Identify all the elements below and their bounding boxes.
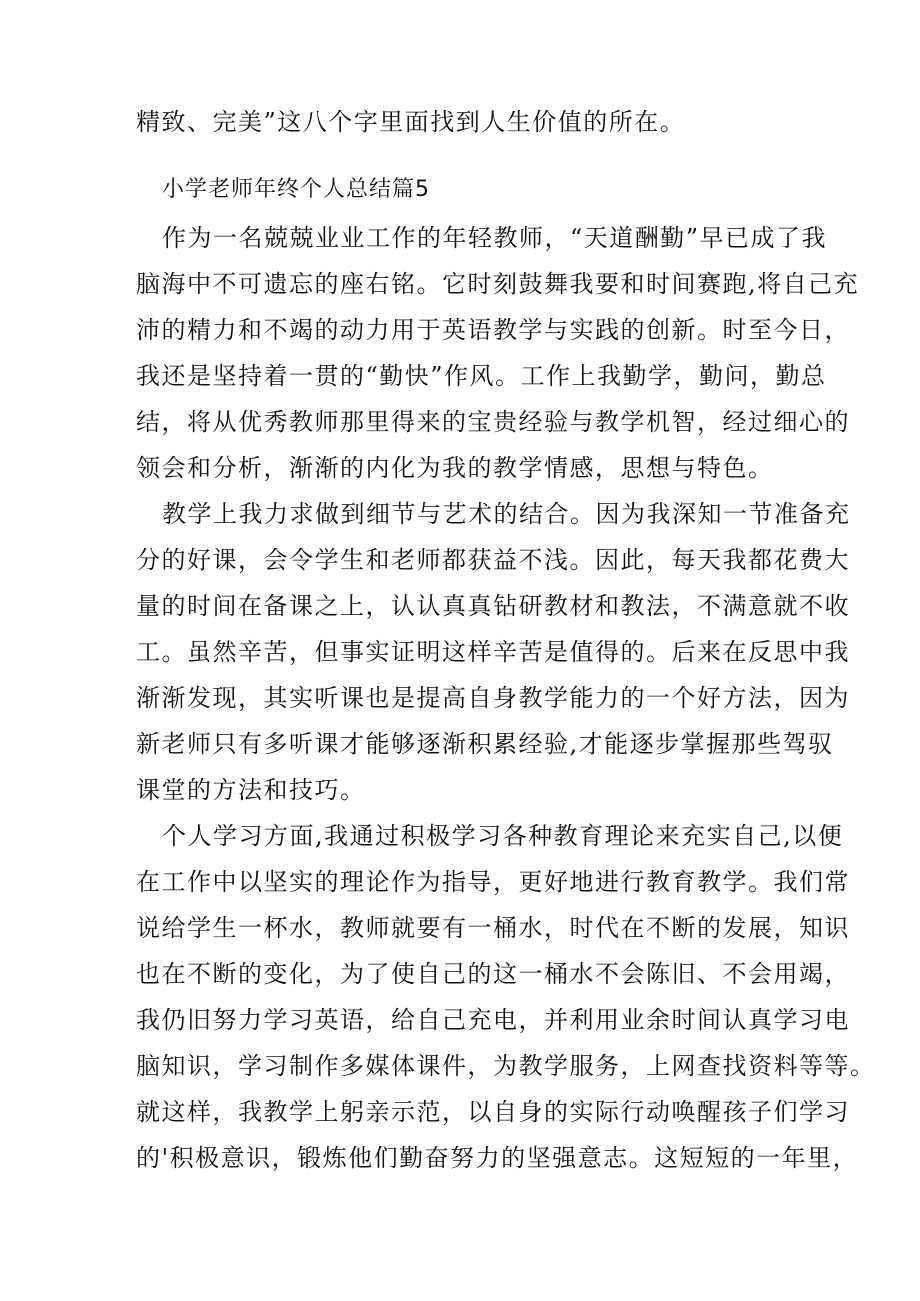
paragraph-line: 说给学生一杯水，教师就要有一桶水，时代在不断的发展，知识 bbox=[136, 914, 850, 942]
paragraph-line: 新老师只有多听课才能够逐渐积累经验,才能逐步掌握那些驾驭 bbox=[136, 730, 834, 758]
paragraph-line: 就这样，我教学上躬亲示范，以自身的实际行动唤醒孩子们学习 bbox=[136, 1098, 850, 1126]
paragraph-line: 沛的精力和不竭的动力用于英语教学与实践的创新。时至今日， bbox=[136, 316, 850, 344]
paragraph-line: 课堂的方法和技巧。 bbox=[136, 776, 366, 804]
paragraph-line: 领会和分析，渐渐的内化为我的教学情感，思想与特色。 bbox=[136, 454, 774, 482]
paragraph-line: 的'积极意识，锻炼他们勤奋努力的坚强意志。这短短的一年里， bbox=[136, 1144, 859, 1172]
paragraph-line: 我还是坚持着一贯的“勤快”作风。工作上我勤学，勤问，勤总 bbox=[136, 362, 827, 390]
paragraph-line: 工。虽然辛苦，但事实证明这样辛苦是值得的。后来在反思中我 bbox=[136, 638, 850, 666]
intro-line: 精致、完美”这八个字里面找到人生价值的所在。 bbox=[136, 108, 686, 136]
paragraph-line: 教学上我力求做到细节与艺术的结合。因为我深知一节准备充 bbox=[162, 500, 851, 528]
paragraph-line: 渐渐发现，其实听课也是提高自身教学能力的一个好方法，因为 bbox=[136, 684, 850, 712]
paragraph-line: 我仍旧努力学习英语，给自己充电，并利用业余时间认真学习电 bbox=[136, 1006, 850, 1034]
paragraph-line: 也在不断的变化，为了使自己的这一桶水不会陈旧、不会用竭， bbox=[136, 960, 850, 988]
paragraph-line: 在工作中以坚实的理论作为指导，更好地进行教育教学。我们常 bbox=[136, 868, 850, 896]
paragraph-line: 分的好课，会令学生和老师都获益不浅。因此，每天我都花费大 bbox=[136, 546, 850, 574]
paragraph-line: 作为一名兢兢业业工作的年轻教师，“天道酬勤”早已成了我 bbox=[162, 224, 828, 252]
paragraph-line: 脑海中不可遗忘的座右铭。它时刻鼓舞我要和时间赛跑,将自己充 bbox=[136, 270, 860, 298]
section-heading: 小学老师年终个人总结篇5 bbox=[162, 177, 430, 202]
paragraph-line: 个人学习方面,我通过积极学习各种教育理论来充实自己,以便 bbox=[162, 822, 844, 850]
paragraph-line: 量的时间在备课之上，认认真真钻研教材和教法，不满意就不收 bbox=[136, 592, 850, 620]
paragraph-line: 结，将从优秀教师那里得来的宝贵经验与教学机智，经过细心的 bbox=[136, 408, 850, 436]
paragraph-line: 脑知识，学习制作多媒体课件，为教学服务，上网查找资料等等。 bbox=[136, 1052, 876, 1080]
